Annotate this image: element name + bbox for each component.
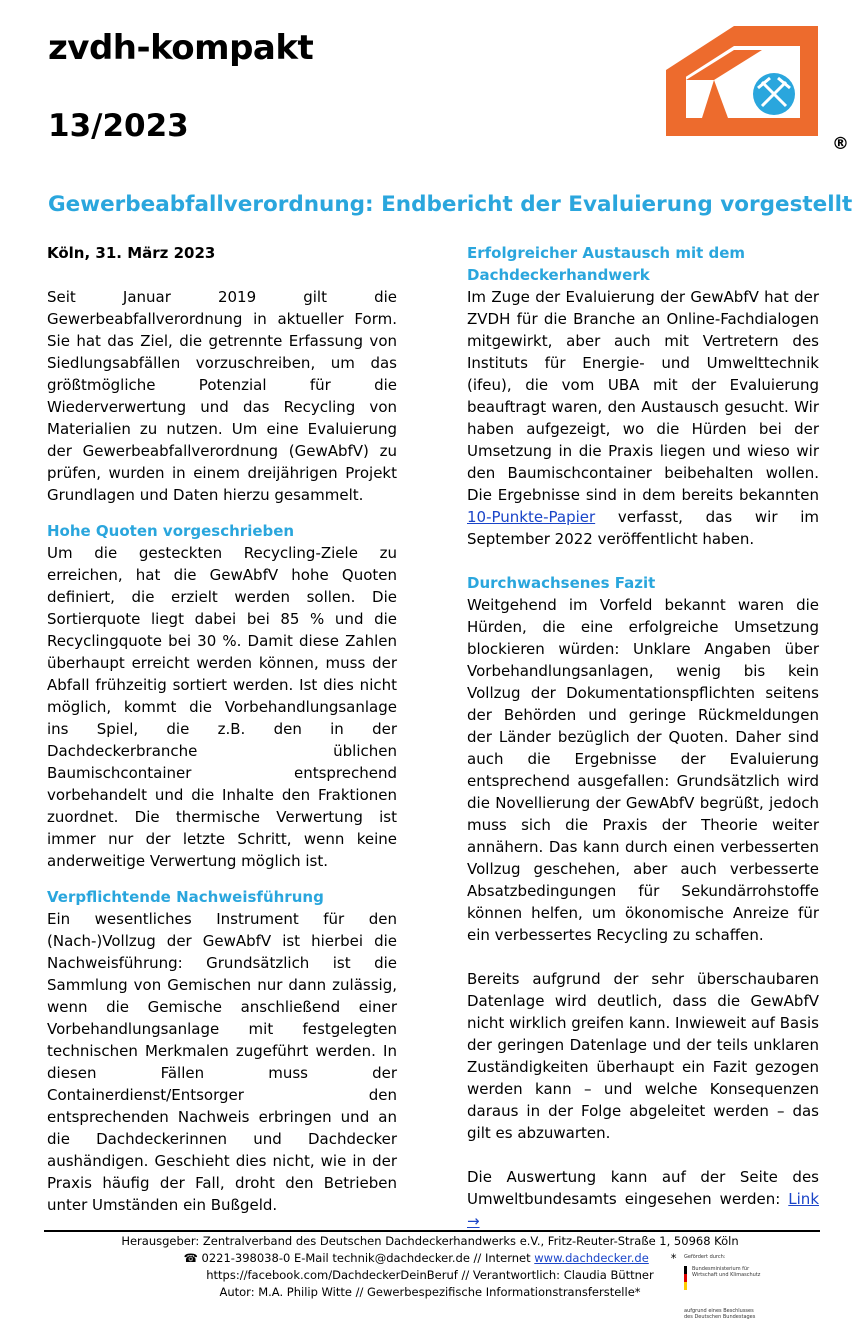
footer-asterisk: * <box>670 1251 677 1265</box>
section-title-conclusion: Durchwachsenes Fazit <box>467 574 656 592</box>
footer <box>100 1233 760 1301</box>
footer-responsible: https://facebook.com/DachdeckerDeinBeruf // Verantwortlich: Claudia Büttner <box>206 1268 654 1282</box>
right-column <box>467 242 819 1232</box>
issue-number: 13/2023 <box>48 108 189 144</box>
section-title-quotas: Hohe Quoten vorgeschrieben <box>47 522 295 540</box>
ministry-funded-by: Gefördert durch: <box>684 1254 726 1260</box>
ten-points-paper-link[interactable]: 10-Punkte-Papier <box>467 508 596 526</box>
intro-paragraph: Seit Januar 2019 gilt die Gewerbeabfallverordnung in aktueller Form. Sie hat das Ziel, die getrennte Erfassung von Siedlungsabfällen vorzuschreiben, um das größtmögliche Potenzial für die Wiederverwertung und das Recycling von Materialien zu nutzen. Um eine Evaluierung der Gewerbeabfallverordnung (GewAbfV) zu prüfen, wurden in einem dreijährigen Projekt Grundlagen und Daten hierzu gesammelt. <box>47 288 397 504</box>
footer-author: Autor: M.A. Philip Witte // Gewerbespezifische Informationstransferstelle* <box>219 1285 641 1299</box>
exchange-text-pre: Im Zuge der Evaluierung der GewAbfV hat der ZVDH für die Branche an Online-Fachdialogen mitgewirkt, aber auch mit Vertretern des Instituts für Energie- und Umwelttechnik (ifeu), die vom UBA mit der Evaluierung beauftragt waren, den Austausch gesucht. Wir haben aufgezeigt, wo die Hürden bei der Umsetzung in die Praxis liegen und wieso wir den Baumischcontainer beibehalten wollen. Die Ergebnisse sind in dem bereits bekannten <box>467 288 819 504</box>
ministry-funding-logo <box>684 1252 764 1324</box>
dateline: Köln, 31. März 2023 <box>47 244 216 262</box>
website-link[interactable]: www.dachdecker.de <box>534 1251 649 1265</box>
footer-publisher: Herausgeber: Zentralverband des Deutschen Dachdeckerhandwerks e.V., Fritz-Reuter-Straße 1, 50968 Köln <box>121 1234 739 1248</box>
masthead-title: zvdh-kompakt <box>48 28 314 68</box>
footer-divider <box>44 1230 820 1232</box>
evaluation-text: Die Auswertung kann auf der Seite des Umweltbundesamts eingesehen werden: <box>467 1168 819 1208</box>
zvdh-house-logo-icon <box>662 18 822 140</box>
ministry-resolution: aufgrund eines Beschlusses des Deutschen Bundestages <box>684 1308 756 1320</box>
section-title-documentation: Verpflichtende Nachweisführung <box>47 888 324 906</box>
registered-mark: ® <box>832 134 849 154</box>
section-body-exchange <box>467 286 819 550</box>
section-title-exchange: Erfolgreicher Austausch mit dem Dachdeckerhandwerk <box>467 244 746 284</box>
data-situation-paragraph: Bereits aufgrund der sehr überschaubaren Datenlage wird deutlich, dass die GewAbfV nicht wirklich greifen kann. Inwieweit auf Basis der geringen Datenlage und der teils unklaren Zuständigkeiten überhaupt ein Fazit gezogen werden kann – und welche Konsequenzen daraus in der Folge abgeleitet werden – das gilt es abzuwarten. <box>467 970 819 1142</box>
evaluation-link-paragraph <box>467 1166 819 1232</box>
uba-evaluation-link[interactable]: Link → <box>467 1190 819 1230</box>
ministry-name: Bundesministerium für Wirtschaft und Klimaschutz <box>692 1266 761 1278</box>
headline: Gewerbeabfallverordnung: Endbericht der Evaluierung vorgestellt <box>48 192 853 217</box>
section-body-documentation: Ein wesentliches Instrument für den (Nach-)Vollzug der GewAbfV ist hierbei die Nachweisführung: Grundsätzlich ist die Sammlung von Gemischen nur dann zulässig, wenn die Gemische anschließend einer Vorbehandlungsanlage mit festgelegten technischen Merkmalen zugeführt werden. In diesen Fällen muss der Containerdienst/Entsorger den entsprechenden Nachweis erbringen und an die Dachdeckerinnen und Dachdecker aushändigen. Geschieht dies nicht, wie in der Praxis häufig der Fall, droht den Betrieben unter Umständen ein Bußgeld. <box>47 910 397 1214</box>
footer-contact <box>100 1250 760 1267</box>
section-body-conclusion: Weitgehend im Vorfeld bekannt waren die Hürden, die eine erfolgreiche Umsetzung blockieren würden: Unklare Angaben über Vorbehandlungsanlagen, wenig bis kein Vollzug der Dokumentationspflichten seitens der Behörden und geringe Rückmeldungen der Länder bezüglich der Quoten. Daher sind auch die Ergebnisse der Evaluierung entsprechend ausgefallen: Grundsätzlich wird die Novellierung der GewAbfV begrüßt, jedoch muss sich die Praxis der Theorie weiter annähern. Das kann durch einen verbesserten Vollzug geschehen, aber auch verbesserte Absatzbedingungen für Sekundärrohstoffe können helfen, um ökonomische Anreize für ein verbessertes Recycling zu schaffen. <box>467 596 819 944</box>
phone-icon: ☎ <box>183 1251 198 1265</box>
footer-contact-text: 0221-398038-0 E-Mail technik@dachdecker.de // Internet <box>201 1251 535 1265</box>
german-flag-icon <box>684 1266 687 1290</box>
section-body-quotas: Um die gesteckten Recycling-Ziele zu erreichen, hat die GewAbfV hohe Quoten definiert, die erzielt werden sollen. Die Sortierquote liegt dabei bei 85 % und die Recyclingquote bei 30 %. Damit diese Zahlen überhaupt erreicht werden können, muss der Abfall frühzeitig sortiert werden. Ist dies nicht möglich, kommt die Vorbehandlungsanlage ins Spiel, die z.B. den in der Dachdeckerbranche üblichen Baumischcontainer entsprechend vorbehandelt und die Inhalte den Fraktionen zuordnet. Die thermische Verwertung ist immer nur der letzte Schritt, wenn keine anderweitige Verwertung möglich ist. <box>47 544 397 870</box>
exchange-text-post: verfasst, das wir im September 2022 veröffentlicht haben. <box>467 508 819 548</box>
left-column <box>47 242 397 1216</box>
